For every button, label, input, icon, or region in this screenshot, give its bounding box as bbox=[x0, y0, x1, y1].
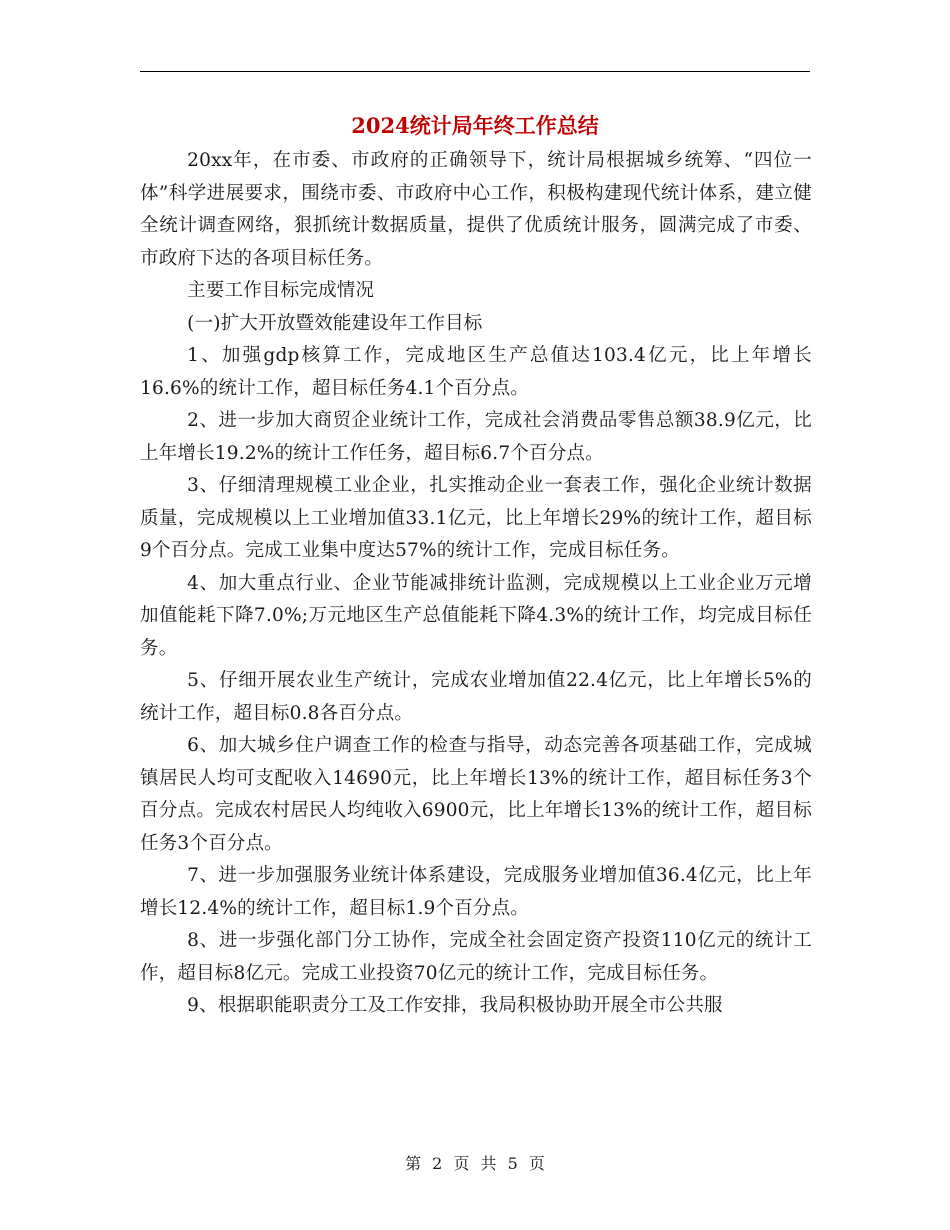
list-item-5: 5、仔细开展农业生产统计，完成农业增加值22.4亿元，比上年增长5%的统计工作，超目标0.8各百分点。 bbox=[140, 670, 812, 724]
section-heading: 主要工作目标完成情况 bbox=[187, 280, 375, 301]
header-rule bbox=[140, 71, 810, 72]
list-item-9: 9、根据职能职责分工及工作安排，我局积极协助开展全市公共服 bbox=[187, 995, 723, 1016]
list-item-4: 4、加大重点行业、企业节能减排统计监测，完成规模以上工业企业万元增加值能耗下降7.0%;万元地区生产总值能耗下降4.3%的统计工作，均完成目标任务。 bbox=[140, 572, 812, 659]
subsection-heading: (一)扩大开放暨效能建设年工作目标 bbox=[187, 312, 483, 334]
paragraph-intro: 20xx年，在市委、市政府的正确领导下，统计局根据城乡统筹、“四位一体”科学进展要求，围绕市委、市政府中心工作，积极构建现代统计体系，建立健全统计调查网络，狠抓统计数据质量，提供了优质统计服务，圆满完成了市委、市政府下达的各项目标任务。 bbox=[140, 150, 812, 269]
list-item-8: 8、进一步强化部门分工协作，完成全社会固定资产投资110亿元的统计工作，超目标8亿元。完成工业投资70亿元的统计工作，完成目标任务。 bbox=[140, 930, 812, 984]
list-item-6: 6、加大城乡住户调查工作的检查与指导，动态完善各项基础工作，完成城镇居民人均可支配收入14690元，比上年增长13%的统计工作，超目标任务3个百分点。完成农村居民人均纯收入6900元，比上年增长13%的统计工作，超目标任务3个百分点。 bbox=[140, 735, 812, 854]
list-item-7: 7、进一步加强服务业统计体系建设，完成服务业增加值36.4亿元，比上年增长12.4%的统计工作，超目标1.9个百分点。 bbox=[140, 865, 812, 919]
list-item-3: 3、仔细清理规模工业企业，扎实推动企业一套表工作，强化企业统计数据质量，完成规模以上工业增加值33.1亿元，比上年增长29%的统计工作，超目标9个百分点。完成工业集中度达57%的统计工作，完成目标任务。 bbox=[140, 475, 812, 561]
document-title: 2024统计局年终工作总结 bbox=[351, 113, 599, 138]
list-item-1: 1、加强gdp核算工作，完成地区生产总值达103.4亿元，比上年增长16.6%的统计工作，超目标任务4.1个百分点。 bbox=[140, 345, 812, 399]
document-body bbox=[140, 145, 812, 1023]
list-item-2: 2、进一步加大商贸企业统计工作，完成社会消费品零售总额38.9亿元，比上年增长19.2%的统计工作任务，超目标6.7个百分点。 bbox=[140, 410, 812, 464]
page-number: 第 2 页 共 5 页 bbox=[405, 1154, 545, 1173]
